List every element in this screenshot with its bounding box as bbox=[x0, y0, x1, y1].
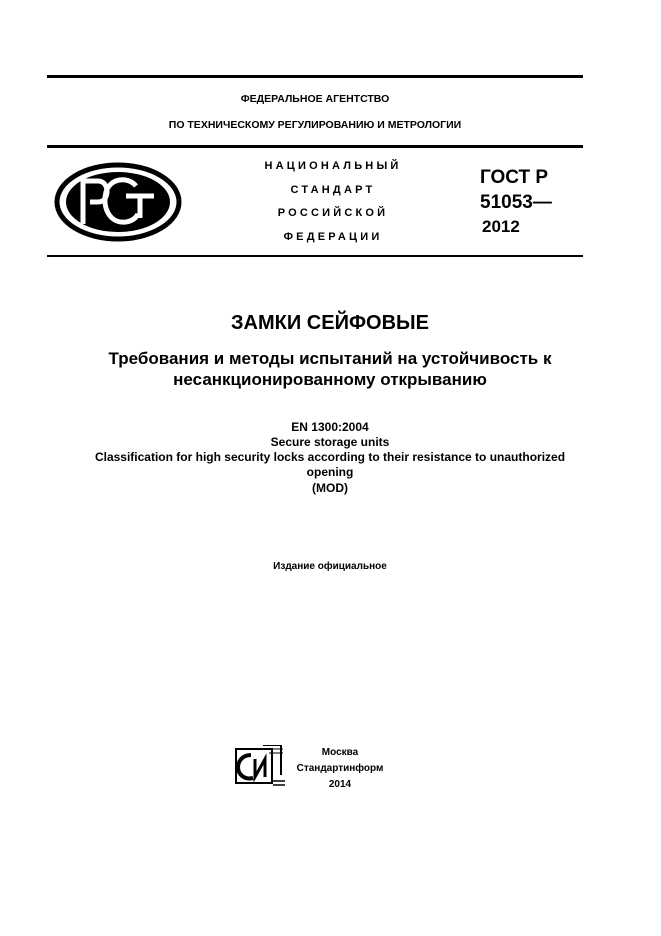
top-rule bbox=[47, 75, 583, 78]
publisher-city: Москва bbox=[321, 747, 359, 758]
publisher-name: Стандартинформ bbox=[296, 763, 384, 774]
subtitle-line-1: Требования и методы испытаний на устойчивость к bbox=[108, 349, 552, 368]
reference-line-4: opening bbox=[306, 465, 354, 479]
reference-line-1: EN 1300:2004 bbox=[291, 420, 369, 434]
standartinform-logo bbox=[233, 745, 287, 789]
standard-type-1: НАЦИОНАЛЬНЫЙ bbox=[264, 160, 402, 172]
standard-type-4: ФЕДЕРАЦИИ bbox=[283, 231, 383, 243]
rst-logo bbox=[54, 162, 182, 242]
reference-line-2: Secure storage units bbox=[270, 435, 390, 449]
reference-line-5: (MOD) bbox=[312, 481, 348, 495]
agency-line-2: ПО ТЕХНИЧЕСКОМУ РЕГУЛИРОВАНИЮ И МЕТРОЛОГИИ bbox=[168, 119, 462, 131]
document-title: ЗАМКИ СЕЙФОВЫЕ bbox=[231, 312, 429, 334]
designation-line-1: ГОСТ Р bbox=[480, 167, 549, 188]
designation-rule bbox=[47, 255, 583, 257]
standard-type-2: СТАНДАРТ bbox=[290, 184, 376, 196]
standard-type-3: РОССИЙСКОЙ bbox=[277, 207, 389, 219]
designation-line-2: 51053— bbox=[480, 192, 552, 213]
designation-line-3: 2012 bbox=[482, 217, 520, 236]
publisher-year: 2014 bbox=[328, 779, 352, 790]
agency-line-1: ФЕДЕРАЛЬНОЕ АГЕНТСТВО bbox=[240, 93, 390, 105]
header-rule bbox=[47, 145, 583, 148]
reference-line-3: Classification for high security locks according to their resistance to unauthorized bbox=[94, 450, 566, 464]
subtitle-line-2: несанкционированному открыванию bbox=[173, 370, 487, 389]
edition-label: Издание официальное bbox=[273, 561, 387, 572]
